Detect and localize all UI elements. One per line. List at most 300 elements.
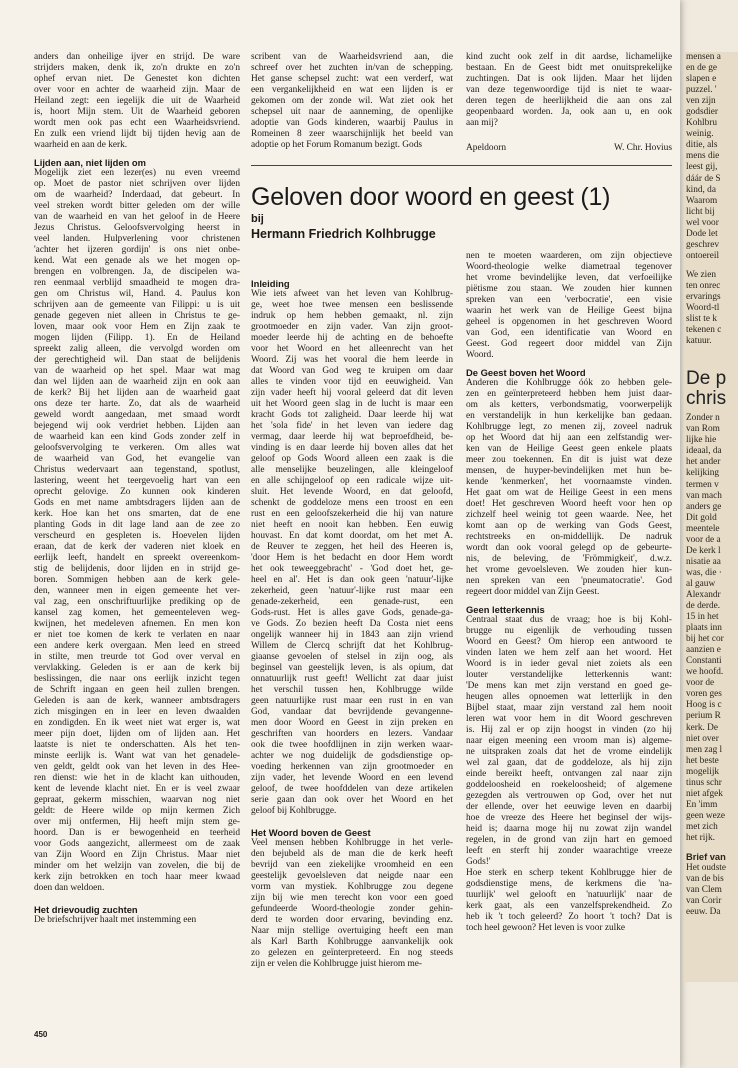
text-line: De briefschrijver haalt met instemming een: [34, 915, 197, 925]
text-line: mensen, de huyper-bevindelijken met hun be-: [466, 466, 672, 476]
text-line: loven, maar ook voor Hem en Zijn zaak te: [34, 322, 240, 332]
letter-signature: [466, 143, 672, 153]
text-line: op het Woord dat hij aan een zelfstandig wer-: [466, 433, 672, 443]
text-line: alles te vinden voor tijd en eeuwigheid. Van: [251, 377, 453, 387]
column-2-top: [251, 52, 453, 151]
text-line: termen v: [686, 479, 719, 490]
text-line: Romeinen 8 zeer waarschijnlijk het beeld van: [251, 129, 453, 139]
text-line: ook die twee hoofdlijnen in zijn werken waar-: [251, 740, 453, 750]
text-line: katuur.: [686, 336, 712, 347]
text-line: toch heel gewoon? Het leven is voor zulke: [466, 923, 626, 933]
text-line: brugge nu eigenlijk de verhouding tussen: [466, 626, 672, 636]
text-line: voeding herkennen van zijn grootmoeder en: [251, 762, 453, 772]
text-line: vinden laten we hem zelf aan het woord. Het: [466, 648, 672, 658]
text-line: God, vandaar dat bevrijdende gevangenne-: [251, 707, 453, 717]
text-line: heb ik 't toch geleerd? Zo hoort 't toch? Dat is: [466, 912, 672, 922]
text-line: nis, de beleving, de 'Frömmigkeit', d.w.z.: [466, 554, 672, 564]
text-line: kelijking: [686, 468, 720, 479]
text-line: schenkt de goddeloze mens een troost en een: [251, 498, 453, 508]
text-line: moeder leerde hij de achting en de behoefte: [251, 333, 453, 343]
text-line: der gerechtigheid wil. Dan staat de belijdenis: [34, 355, 240, 365]
text-line: al gauw: [686, 578, 716, 589]
text-line: eeuw. Da: [686, 907, 721, 918]
text-line: Hoog is c: [686, 700, 722, 711]
text-line: Veel mensen hebben Kohlbrugge in het verle-: [251, 838, 453, 848]
text-line: veel landen. Hulpverlening voor christenen: [34, 234, 240, 244]
text-line: Het ganse schepsel zucht: wat een verderf, wat: [251, 74, 453, 84]
text-line: van de bis: [686, 874, 724, 885]
text-line: Geest. God regeert door middel van Zijn: [466, 339, 672, 349]
text-line: brengen en volbrengen. Ja, de discipelen wa-: [34, 267, 240, 277]
text-line: perium R: [686, 711, 721, 722]
text-line: om als ketters, verbondsmatig, voorwerpelijk: [466, 400, 672, 410]
text-line: gezegden als vertrouwen op God, over het nut: [466, 791, 672, 801]
text-line: weinig.: [686, 129, 714, 140]
text-line: godsdier: [686, 107, 719, 118]
text-line: genade gegeven niet alleen in Christus te ge-: [34, 311, 240, 321]
text-line: voor Gods aangezicht, allermeest om de zaak: [34, 839, 240, 849]
text-line: indruk op hem hebben gemaakt, nl. zijn: [251, 311, 453, 321]
text-line: Gods en met name ambtsdragers lijden aan de: [34, 498, 240, 508]
text-line: zen en geïnterpreteerd hebben hem juist daar-: [466, 389, 672, 399]
text-line: kende 'kenmerken', het voornaamste vinden.: [466, 477, 672, 487]
text-line: derd te worden door ervaring, bevinding enz.: [251, 915, 453, 925]
text-line: aanzien e: [686, 645, 721, 656]
col3-para2: [466, 378, 672, 598]
text-line: van Zijn Woord en Zijn Christus. Maar niet: [34, 850, 240, 860]
text-line: is, hoort Mijn stem. Uit de Waarheid geboren: [34, 107, 240, 117]
text-line: Kohlbrugge legt, zo menen zij, zoveel nadruk: [466, 422, 672, 432]
text-line: op. Moet de pastor niet schrijven over lijden: [34, 179, 240, 189]
text-line: bejegend wij ook verdriet hebben. Lijden aan: [34, 421, 240, 431]
text-line: Woord en Geest? Om hierop een antwoord te: [466, 637, 672, 647]
text-line: zuchtingen. Dat is ook lijden. Maar het lijden: [466, 74, 672, 84]
text-line: Gods-rust. Het is alles gave Gods, genade-ga-: [251, 608, 453, 618]
text-line: geen natuurlijke rust maar een rust in en van: [251, 696, 453, 706]
text-line: zich misgingen en in leer en leven dwaalden: [34, 707, 240, 717]
text-line: mensen a: [686, 52, 721, 62]
text-line: Het gaat om wat de Heilige Geest in een mens: [466, 488, 672, 498]
adjacent-page-edge: [684, 52, 738, 982]
text-line: Woord is in ieder geval niet zoiets als een: [466, 659, 672, 669]
text-line: was, die ·: [686, 567, 722, 578]
np-heading: Brief van: [686, 852, 726, 863]
text-line: mens die: [686, 151, 720, 162]
text-line: geschriften van hoorders en lezers. Vandaar: [251, 729, 453, 739]
text-line: serie gaan dan ook over het Woord en het: [251, 795, 453, 805]
text-line: We zien: [686, 269, 716, 280]
text-line: kansel zag komen, het gemeenteleven weg-: [34, 608, 240, 618]
text-line: ren eenmaal verblijd smaadheid te mogen dra-: [34, 278, 240, 288]
text-line: Het oudste: [686, 863, 727, 874]
text-line: het rijk.: [686, 833, 715, 843]
text-line: Waarom: [686, 195, 718, 206]
text-line: men door Woord en Geest in zijn preken en: [251, 718, 453, 728]
text-line: hoord. Dan is er bewogenheid en teerheid: [34, 828, 240, 838]
text-line: stig de belijdenis, door lijden en in strijd ge-: [34, 564, 240, 574]
column-2-article: [251, 278, 453, 970]
text-line: licht bij: [686, 206, 715, 217]
text-line: tekenen c: [686, 325, 722, 336]
np-block4: [686, 863, 738, 918]
column-3-article: [466, 251, 672, 934]
text-line: de waarheid kan een kind Gods zonder zelf in: [34, 432, 240, 442]
text-line: Heiland zegt: een iegelijk die uit de Waarheid: [34, 96, 240, 106]
text-line: beginsel van geestelijk leven, is als opium, dat: [251, 663, 453, 673]
np-block3: [686, 413, 738, 844]
text-line: Geleden is aan de kerk, wanneer ambtsdragers: [34, 696, 240, 706]
np-block1: [686, 52, 738, 262]
text-line: van God, een identificatie van Woord en: [466, 328, 672, 338]
text-line: het ook teweeggebracht' - 'God doet het, ge-: [251, 564, 453, 574]
text-line: eraan, dat de kerk der vaderen niet kloek en: [34, 542, 240, 552]
text-line: Dode let: [686, 228, 718, 239]
text-line: hoe de vreeze des Heere het beginsel der wijs-: [466, 813, 672, 823]
text-line: gepraat, gekerm misschien, waarvan nog niet: [34, 795, 240, 805]
text-line: Wie iets afweet van het leven van Kohlbrug-: [251, 289, 453, 299]
text-line: kind, da: [686, 184, 716, 195]
text-line: boren. Sommigen hebben aan de kerk gele-: [34, 575, 240, 585]
text-line: deren tegen de heerlijkheid die aan ons zal: [466, 96, 672, 106]
text-line: anders ge: [686, 501, 722, 512]
text-line: minste eerlijk is. Want wat van het genadele-: [34, 751, 240, 761]
text-line: wel zal gaan, dat de goddeloze, als hij zijn: [466, 758, 672, 768]
text-line: zijn bij wie men terecht kon voor een goed: [251, 893, 453, 903]
text-line: planting Gods in dit lage land aan de zee zo: [34, 520, 240, 530]
article-subject: Hermann Friedrich Kolhbrugge: [251, 227, 436, 241]
text-line: kerk. De: [686, 722, 719, 733]
col3-para3: [466, 615, 672, 934]
text-line: er niet toe komen de kerk te verlaten en naar: [34, 630, 240, 640]
text-line: dat Woord van God weg te kruipen om daar: [251, 366, 453, 376]
text-line: val zag, een onschriftuurlijke prediking op de: [34, 597, 240, 607]
text-line: geloof op Gods Woord alleen een zaak is die: [251, 454, 453, 464]
text-line: het beste: [686, 755, 719, 766]
text-line: Constanti: [686, 656, 722, 667]
text-line: in stilte, men treurde tot God over verval en: [34, 652, 240, 662]
text-line: men zag l: [686, 744, 723, 755]
article-title: Geloven door woord en geest (1): [251, 183, 611, 211]
text-line: mogelijk: [686, 766, 720, 777]
text-line: ten onrec: [686, 280, 721, 291]
text-line: nen te moeten waarderen, om zijn objectieve: [466, 251, 672, 261]
text-line: heugen alles opnoemen wat letterlijk in den: [466, 692, 672, 702]
text-line: de waarheid van God, het evangelie van: [34, 454, 240, 464]
text-line: slapen e: [686, 74, 717, 85]
text-line: leest gij,: [686, 162, 718, 173]
text-line: wel voor: [686, 217, 719, 228]
text-line: De kerk l: [686, 545, 721, 556]
text-line: mogen lijden (Filipp. 1). En de Heiland: [34, 333, 240, 343]
text-line: meentele: [686, 523, 720, 534]
text-line: piëtisme zou staan. We zouden hier kunnen: [466, 284, 672, 294]
text-line: met zich: [686, 821, 718, 832]
text-line: zekerheid, geen 'natuur'-lijke rust maar een: [251, 586, 453, 596]
text-line: eerlijk leeft, handelt en spreekt overeenkom-: [34, 553, 240, 563]
text-line: Willem de Clercq schrijft dat het Kohlbrug-: [251, 641, 453, 651]
text-line: bestaan. En de Geest bidt met onuitsprekelijke: [466, 63, 672, 73]
text-line: bij het cor: [686, 634, 724, 645]
text-line: heel en al'. Het is dan ook geen 'natuur'-lijke: [251, 575, 453, 585]
text-line: niet heeft en nooit kan hebben. Een euwig: [251, 520, 453, 530]
text-line: ervarings: [686, 291, 721, 302]
text-line: niet over: [686, 733, 719, 744]
text-line: kent de levende klacht niet. En er is veel zwaar: [34, 784, 240, 794]
text-line: Naar mijn stellige overtuiging heeft een man: [251, 926, 453, 936]
text-line: kwijnen, het medeleven afnemen. En men kon: [34, 619, 240, 629]
text-line: bevrijd van een ziekelijke vroomheid en een: [251, 860, 453, 870]
text-line: verscheurd en gespleten is. Hoevelen lijden: [34, 531, 240, 541]
col2-para2: [251, 838, 453, 970]
text-line: gen om Christus wil, Hand. 4. Paulus kon: [34, 289, 240, 299]
text-line: ge, weet hoe twee mensen een beslissende: [251, 300, 453, 310]
text-line: den, wanneer men in eigen gemeente het ver-: [34, 586, 240, 596]
heading-inleiding: Inleiding: [251, 278, 290, 289]
text-line: is. Hij zal er op zijn hoogst in vinden (zo hij: [466, 725, 672, 735]
col1-para1: [34, 52, 240, 151]
text-line: over voor en achter de waarheid zijn. Maar de: [34, 85, 240, 95]
text-line: oprecht gelovige. Zo kunnen ook kinderen: [34, 487, 240, 497]
text-line: ideaal, da: [686, 446, 722, 457]
text-line: spreekt zalig alleen, die vervolgd worden om: [34, 344, 240, 354]
text-line: Christus wedervaart aan tegenstand, spotlust,: [34, 465, 240, 475]
page-number: 450: [34, 1030, 48, 1039]
text-line: van de waarheid op het spel. Maar wat mag: [34, 366, 240, 376]
text-line: de Schrift ingaan en geen heil zullen brengen.: [34, 685, 240, 695]
text-line: Anderen die Kohlbrugge óók zo hebben gele-: [466, 378, 672, 388]
heading-drievoudig-zuchten: Het drievoudig zuchten: [34, 904, 138, 915]
text-line: laatste is niet te onderschatten. Als het ten-: [34, 740, 240, 750]
text-line: van Rom: [686, 424, 720, 435]
text-line: sluit. Het levende Woord, en dat geloofd,: [251, 487, 453, 497]
text-line: Hoe sterk en scherp tekent Kohlbrugge hier de: [466, 868, 672, 878]
text-line: zichzelf heel weinig tot geen waarde. Nee, het: [466, 510, 672, 520]
text-line: geloof, de twee hoofddelen van deze artikelen: [251, 784, 453, 794]
text-line: nen spreken van een 'pneumatocratie'. God: [466, 576, 672, 586]
text-line: het vrome gevoelsleven. We zouden hier kun-: [466, 565, 672, 575]
text-line: achter we nog duidelijk de godsdienstige op-: [251, 751, 453, 761]
text-line: het vrome bevindelijke leven, dat verfoeilijke: [466, 273, 672, 283]
text-line: strijders maken, denk ik, zo'n drukte en zo'n: [34, 63, 240, 73]
text-line: gekomen om der zonde wil. Wat ziet ook het: [251, 96, 453, 106]
text-line: dáár de S: [686, 173, 721, 184]
signature-place: Apeldoorn: [466, 143, 507, 153]
text-line: goddeloosheid en roekeloosheid; of algemene: [466, 780, 672, 790]
col2-para1: [251, 289, 453, 817]
text-line: genade-zekerheid, een genade-rust, een: [251, 597, 453, 607]
text-line: kend. Wat een genade als we het mogen op-: [34, 256, 240, 266]
text-line: En 'imm: [686, 799, 718, 810]
text-line: ongelijk wanneer hij in 1843 aan zijn vriend: [251, 630, 453, 640]
text-line: gefundeerde Woord-theologie zonder gehin-: [251, 904, 453, 914]
heading-geen-letterkennis: Geen letterkennis: [466, 604, 545, 615]
article-divider: [251, 165, 672, 166]
text-line: ontoereil: [686, 250, 720, 261]
text-line: als Karl Barth Kohlbrugge aanvankelijk ook: [251, 937, 453, 947]
text-line: ditie, als: [686, 140, 718, 151]
text-line: leren wat voor hem in dit Woord geschreven: [466, 714, 672, 724]
text-line: Woord-tl: [686, 303, 720, 314]
text-line: 'De mens kan met zijn verstand en goed ge-: [466, 681, 672, 691]
text-line: voor de: [686, 678, 715, 689]
text-line: schreef over het zuchten in/van de schepping.: [251, 63, 453, 73]
text-line: en verstandelijk in hun kerkelijke ban gedaan.: [466, 411, 672, 421]
text-line: ve Gods. Zo bezien heeft Da Costa niet eens: [251, 619, 453, 629]
text-line: Woord-theologie welke diametraal tegenover: [466, 262, 672, 272]
text-line: en de ge: [686, 63, 717, 74]
col1-para2: [34, 168, 240, 894]
text-line: scribent van de Waarheidsvriend aan, die: [251, 52, 453, 62]
text-line: den bejubeld als de man die de kerk heeft: [251, 849, 453, 859]
heading-lijden-aan: Lijden aan, niet lijden om: [34, 157, 146, 168]
text-line: anders dan onheilige ijver en strijd. De ware: [34, 52, 240, 62]
text-line: kracht Gods tot zaligheid. Daar leerde hij wat: [251, 410, 453, 420]
text-line: lastering, weent het teergevoelig hart van een: [34, 476, 240, 486]
text-line: Gods!': [466, 857, 491, 867]
text-line: leeft en sterft hij zonder waarachtige vreeze: [466, 846, 672, 856]
text-line: houvast. En dat komt doordat, om het met A.: [251, 531, 453, 541]
text-line: geestelijk gevoelsleven dat neigde naar een: [251, 871, 453, 881]
text-line: Centraal staat dus de vraag; hoe is bij Kohl-: [466, 615, 672, 625]
text-line: ons deze ter harte. Zo, dat als de waarheid: [34, 399, 240, 409]
text-line: zijn er velen die Kohlbrugge juist hierom me-: [251, 959, 422, 969]
text-line: regeert door middel van Zijn Geest.: [466, 587, 600, 597]
text-line: 15 in het: [686, 612, 719, 623]
text-line: adoptie van Gods kinderen, waarbij Paulus in: [251, 118, 453, 128]
text-line: Woord. Zij was het vooral die hem leerde in: [251, 355, 453, 365]
text-line: puzzel. ': [686, 85, 717, 96]
text-line: regelen, in de grond van zijn hart en gemoed: [466, 835, 672, 845]
text-line: de Reuver te zeggen, het heil des Heeren is,: [251, 542, 453, 552]
text-line: komt aan op de werking van Gods Geest,: [466, 521, 672, 531]
text-line: kerk zijn betrokken en toch haar meer kwaad: [34, 872, 240, 882]
text-line: giaanse gevoelen of stelsel in zijn oog, als: [251, 652, 453, 662]
text-line: zijn vader, het levende Woord en een levend: [251, 773, 453, 783]
text-line: geloofsvervolging te verkeren. Om alles wat: [34, 443, 240, 453]
text-line: van Clem: [686, 885, 722, 896]
text-line: Alexandr: [686, 589, 721, 600]
text-line: Bijbel staat, maar zijn verstand zal hem nooit: [466, 703, 672, 713]
col3-para1: [466, 251, 672, 361]
heading-geest-boven-woord: De Geest boven het Woord: [466, 367, 586, 378]
text-line: ven zijn: [686, 96, 716, 107]
text-line: vermag, daar leerde hij wat beproefdheid, be-: [251, 432, 453, 442]
text-line: lijke hie: [686, 435, 717, 446]
text-line: geheel is opgenomen in het geschreven Woord: [466, 317, 672, 327]
article-by: bij: [251, 213, 264, 225]
text-line: grootmoeder en zijn vader. Van zijn groot-: [251, 322, 453, 332]
text-line: heid is; daarna moge hij nu zowat zijn wandel: [466, 824, 672, 834]
text-line: vinding is en daar leerde hij boven alles dat het: [251, 443, 453, 453]
text-line: waarin het werk van de Heilige Geest bijna: [466, 306, 672, 316]
text-line: voor het Woord en het alleenrecht van het: [251, 344, 453, 354]
text-line: schepsel uit naar de aanneming, de openlijke: [251, 107, 453, 117]
text-line: rechtstreeks en on-middellijk. De nadruk: [466, 532, 672, 542]
text-line: Jezus Christus. Geloofsvervolging heerst in: [34, 223, 240, 233]
text-line: van mach: [686, 490, 722, 501]
text-line: nisatie aa: [686, 556, 721, 567]
text-line: schrijven aan de gemeente van Filippi: u is uit: [34, 300, 240, 310]
text-line: over mij ontfermen, Hij heeft mijn stem ge-: [34, 817, 240, 827]
text-line: beslissingen, die naar ons eerlijk inzicht tegen: [34, 674, 240, 684]
text-line: 'door Hem is het bedacht en door Hem wordt: [251, 553, 453, 563]
text-line: een andere kerk overgaan. Men leed en streed: [34, 641, 240, 651]
text-line: zijn vader heeft hij vooral geleerd dat dit leven: [251, 388, 453, 398]
column-3-top: [466, 52, 672, 129]
text-line: waarheid en aan de kerk.: [34, 140, 128, 150]
text-line: van de waarheid en van het geloof in de Heere: [34, 212, 240, 222]
text-line: het 'sola fide' in het leven van iedere dag: [251, 421, 453, 431]
text-line: dan wel lijden aan de waarheid zijn en ook aan: [34, 377, 240, 387]
np-title-1: De p: [686, 368, 727, 390]
text-line: spreken van een 'verbocratie', een visie: [466, 295, 672, 305]
np-block2: [686, 270, 738, 347]
text-line: doet! Het geschreven Woord heeft voor hen op: [466, 499, 672, 509]
text-line: om de waarheid? Inderdaad, dat gebeurt. In: [34, 190, 240, 200]
col1-para3: [34, 915, 240, 926]
text-line: niet afgek: [686, 788, 723, 799]
text-line: het verschil tussen hen, Kohlbrugge wilde: [251, 685, 453, 695]
text-line: Mogelijk ziet een lezer(es) nu even vreemd: [34, 168, 240, 178]
text-line: en zondigden. En ik weet niet wat erger is, wat: [34, 718, 240, 728]
text-line: doen dan weldoen.: [34, 883, 105, 893]
text-line: ken van de Heilige Geest geen enkele plaats: [466, 444, 672, 454]
text-line: van deze tegenwoordige tijd is niet te waar-: [466, 85, 672, 95]
text-line: En zulk een vriend lijdt bij tijden hevig aan de: [34, 129, 240, 139]
text-line: tinus schr: [686, 777, 722, 788]
text-line: tuurlijk' wel gelooft en 'natuurlijk' naar de: [466, 890, 672, 900]
text-line: wordt men ook pas echt een Waarheidsvriend.: [34, 118, 240, 128]
text-line: zo gelezen en geïnterpreteerd. En nog steeds: [251, 948, 453, 958]
text-line: het ander: [686, 457, 721, 468]
text-line: meer pijn doet, lijden om of lijden aan. Het: [34, 729, 240, 739]
text-line: geopenbaard worden. Ja, ook aan u, en ook: [466, 107, 672, 117]
text-line: een vergankelijkheid en wat een lijden is er: [251, 85, 453, 95]
text-line: uit het Woord geen slag in de lucht is maar een: [251, 399, 453, 409]
text-line: ophef ervan niet. De Genestet kon dichten: [34, 74, 240, 84]
text-line: plaats inn: [686, 623, 722, 634]
text-line: van Corir: [686, 896, 722, 907]
text-line: Kohlbru: [686, 118, 717, 129]
text-line: we hoofd.: [686, 667, 724, 678]
column-1: [34, 52, 240, 926]
text-line: ren dienst: wie het in de klacht kan uithouden,: [34, 773, 240, 783]
text-line: rust en een geloofszekerheid die hij van nature: [251, 509, 453, 519]
text-line: de kerk? Bij het lijden aan de waarheid gaat: [34, 388, 240, 398]
text-line: der ellende, over het eeuwige leven en daarbij: [466, 802, 672, 812]
text-line: Woord.: [466, 350, 494, 360]
np-title-2: chris: [686, 388, 727, 410]
text-line: voren ges: [686, 689, 722, 700]
text-line: aan mij?: [466, 118, 498, 128]
text-line: ven geldt, geldt ook van het leven in des Hee-: [34, 762, 240, 772]
text-line: onnatuurlijk rust geeft! Wellicht zat daar juist: [251, 674, 453, 684]
text-line: ne uitspraken zoals dat het de vrome eindelijk: [466, 747, 672, 757]
text-line: kerk gaat, als een vanzelfsprekendheid. Zo: [466, 901, 672, 911]
text-line: geloof bij Kohlbrugge.: [251, 806, 337, 816]
text-line: voor de a: [686, 534, 721, 545]
text-line: godsdienstige mens, de kerkmens die 'na-: [466, 879, 672, 889]
text-line: kerk. Hoe kan het ons smarten, dat de ene: [34, 509, 240, 519]
text-line: minder om het welzijn van zovelen, die bij de: [34, 861, 240, 871]
text-line: geldt: de Heere wilde op mijn kermen Zich: [34, 806, 240, 816]
text-line: alle menselijke beuzelingen, alle kleingeloof: [251, 465, 453, 475]
text-line: veel streken wordt bitter geleden om der wille: [34, 201, 240, 211]
text-line: geschrev: [686, 239, 720, 250]
text-line: Zonder n: [686, 413, 720, 424]
text-line: vervlakking. Geleden is er aan de kerk bij: [34, 663, 240, 673]
text-line: slist te k: [686, 314, 717, 325]
